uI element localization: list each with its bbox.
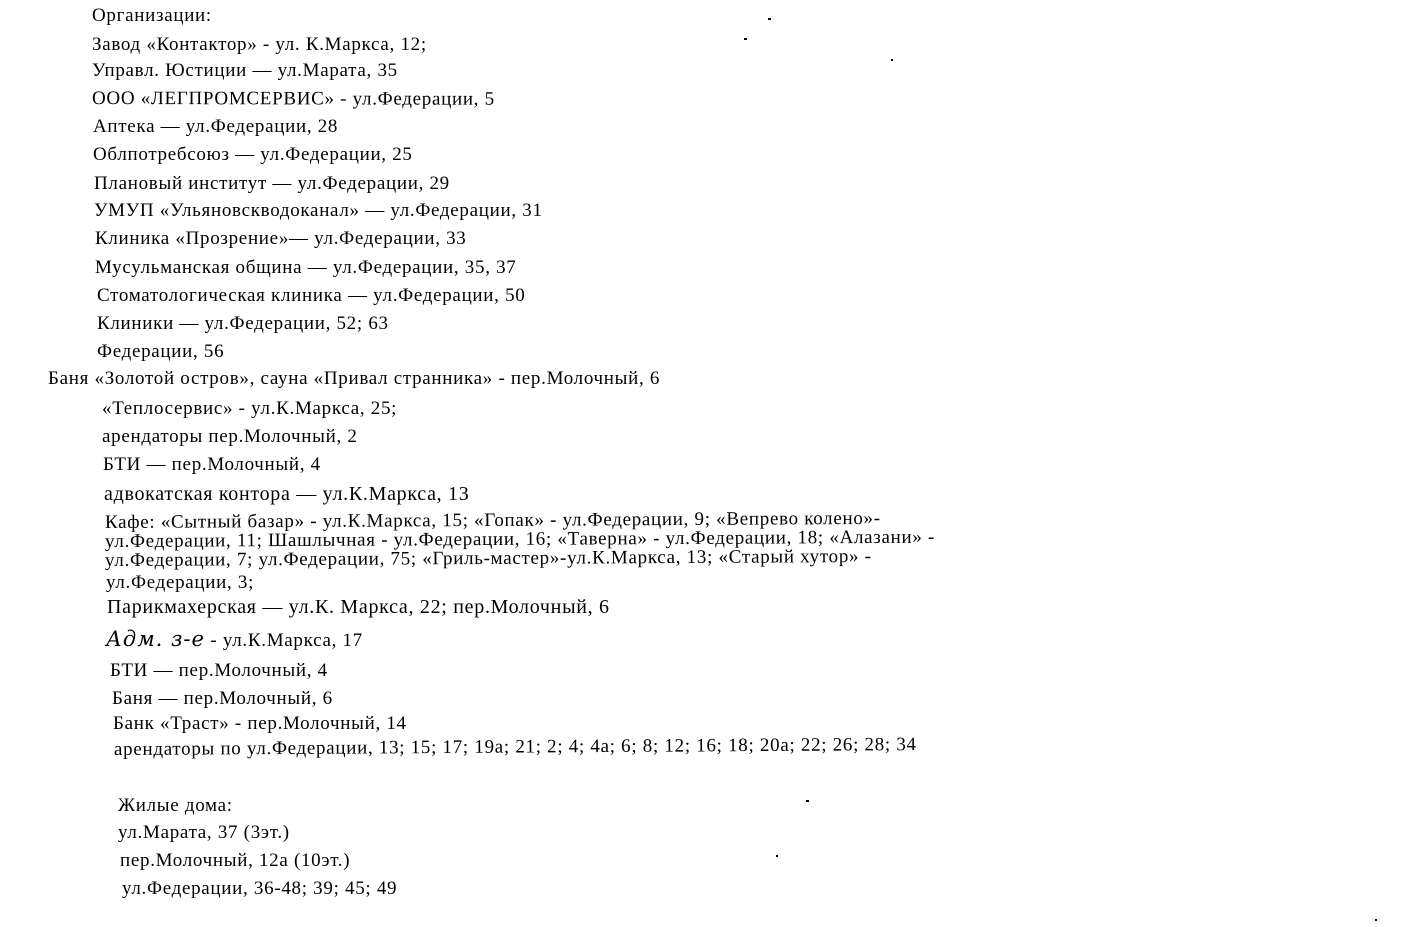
handwritten-item-address: - ул.К.Маркса, 17 (204, 630, 363, 651)
organization-item: арендаторы по ул.Федерации, 13; 15; 17; 19а; 21; 2; 4; 4а; 6; 8; 12; 16; 18; 20а; 22; 26; 28; 34 (113, 734, 917, 760)
organization-item: БТИ — пер.Молочный, 4 (103, 454, 321, 475)
organizations-heading: Организации: (92, 5, 212, 26)
organization-item: Баня — пер.Молочный, 6 (112, 688, 333, 709)
cafe-line: ул.Федерации, 11; Шашлычная - ул.Федерации, 16; «Таверна» - ул.Федерации, 18; «Алазани» - (104, 526, 936, 552)
organization-item: Завод «Контактор» - ул. К.Маркса, 12; (92, 34, 427, 55)
organization-item: Парикмахерская — ул.К. Маркса, 22; пер.Молочный, 6 (107, 596, 610, 618)
cafe-line: Кафе: «Сытный базар» - ул.К.Маркса, 15; «Гопак» - ул.Федерации, 9; «Вепрево колено»- (104, 507, 881, 533)
scan-speck (806, 800, 809, 802)
organization-item: Баня «Золотой остров», сауна «Привал странника» - пер.Молочный, 6 (48, 368, 661, 389)
handwritten-annotation: Адм. з-е (106, 627, 205, 651)
organization-item: Стоматологическая клиника — ул.Федерации, 50 (97, 285, 526, 306)
organization-item: Клиника «Прозрение»— ул.Федерации, 33 (95, 228, 467, 249)
scan-speck (744, 38, 747, 40)
scan-speck (1375, 919, 1377, 921)
residential-heading: Жилые дома: (118, 795, 233, 816)
organization-item: арендаторы пер.Молочный, 2 (102, 426, 358, 447)
organization-item: Клиники — ул.Федерации, 52; 63 (97, 313, 389, 334)
organization-item: Аптека — ул.Федерации, 28 (93, 116, 339, 137)
scan-speck (776, 855, 778, 857)
organization-item: Федерации, 56 (97, 341, 225, 362)
handwritten-item (106, 628, 363, 652)
cafe-line: ул.Федерации, 7; ул.Федерации, 75; «Гриль-мастер»-ул.К.Маркса, 13; «Старый хутор» - (104, 545, 872, 571)
organization-item: Мусульманская община — ул.Федерации, 35, 37 (95, 257, 517, 278)
scan-speck (768, 18, 771, 20)
organization-item: «Теплосервис» - ул.К.Маркса, 25; (102, 398, 398, 419)
organization-item: БТИ — пер.Молочный, 4 (110, 660, 328, 681)
organization-item: УМУП «Ульяновскводоканал» — ул.Федерации, 31 (94, 200, 543, 221)
organization-item: Банк «Траст» - пер.Молочный, 14 (113, 713, 407, 734)
organization-item: ООО «ЛЕГПРОМСЕРВИС» - ул.Федерации, 5 (91, 88, 495, 110)
organization-item: Управл. Юстиции — ул.Марата, 35 (92, 60, 398, 81)
residential-item: ул.Марата, 37 (3эт.) (118, 822, 290, 843)
scan-speck (891, 59, 893, 61)
cafe-line: ул.Федерации, 3; (106, 572, 255, 593)
organization-item: Облпотребсоюз — ул.Федерации, 25 (93, 144, 413, 165)
organization-item: адвокатская контора — ул.К.Маркса, 13 (104, 483, 470, 505)
organization-item: Плановый институт — ул.Федерации, 29 (94, 173, 450, 194)
residential-item: пер.Молочный, 12а (10эт.) (120, 850, 351, 871)
residential-item: ул.Федерации, 36-48; 39; 45; 49 (122, 878, 398, 899)
